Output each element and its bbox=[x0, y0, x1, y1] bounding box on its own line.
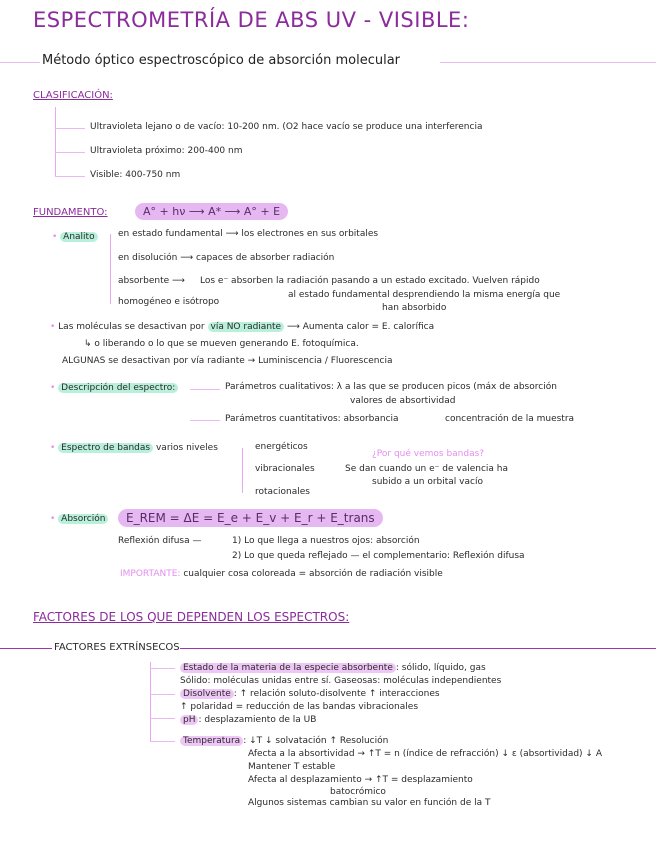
list-item bbox=[180, 676, 501, 686]
list-item: absorbente ⟶ bbox=[118, 276, 185, 286]
bullet-text: ↳ o liberando o lo que se mueven generando E. fotoquímica. bbox=[84, 339, 359, 349]
note-line: subido a un orbital vacío bbox=[372, 477, 483, 487]
list-item: valores de absortividad bbox=[350, 396, 456, 406]
factor-label: Estado de la materia de la especie absorbente bbox=[180, 663, 396, 673]
espectro-text: varios niveles bbox=[155, 443, 218, 453]
analito-label: Analito bbox=[60, 232, 97, 242]
descripcion-label: Descripción del espectro: bbox=[58, 383, 178, 393]
factor-text: Mantener T estable bbox=[248, 762, 336, 772]
fundamento-equation: A° + hν ⟶ A* ⟶ A° + E bbox=[135, 203, 288, 220]
list-item bbox=[248, 775, 473, 785]
list-item: en disolución ⟶ capaces de absorber radiación bbox=[118, 253, 335, 263]
list-item: en estado fundamental ⟶ los electrones en sus orbitales bbox=[118, 229, 379, 239]
factor-text: : desplazamiento de la UB bbox=[198, 715, 317, 725]
list-item: Visible: 400-750 nm bbox=[90, 170, 181, 180]
list-item: homogéneo e isótropo bbox=[118, 297, 220, 307]
list-item: concentración de la muestra bbox=[445, 414, 575, 424]
list-item bbox=[180, 715, 316, 725]
absorcion-equation: E_REM = ΔE = E_e + E_v + E_r + E_trans bbox=[118, 509, 383, 527]
factor-label: Temperatura bbox=[180, 736, 243, 746]
list-item bbox=[248, 798, 490, 808]
factor-text: ↑ polaridad = reducción de las bandas vibracionales bbox=[180, 702, 419, 712]
list-item: Parámetros cuantitativos: absorbancia bbox=[225, 414, 399, 424]
fundamento-heading: FUNDAMENTO: bbox=[33, 207, 108, 218]
factor-text: Algunos sistemas cambian su valor en función de la T bbox=[248, 798, 491, 808]
factor-text: Afecta al desplazamiento → ↑T = desplazamiento bbox=[248, 775, 473, 785]
important-label: IMPORTANTE: bbox=[120, 569, 181, 579]
factores-heading: FACTORES DE LOS QUE DEPENDEN LOS ESPECTROS: bbox=[33, 610, 350, 624]
important-text: cualquier cosa coloreada = absorción de radiación visible bbox=[183, 569, 443, 579]
list-item: Ultravioleta próximo: 200-400 nm bbox=[90, 146, 243, 156]
espectro-label: Espectro de bandas bbox=[58, 443, 153, 453]
list-item bbox=[180, 663, 486, 673]
factor-text: batocrómico bbox=[330, 787, 386, 797]
bullet-text: Las moléculas se desactivan por vía NO radiante ⟶ Aumenta calor = E. calorífica bbox=[58, 322, 435, 332]
subtitle: Método óptico espectroscópico de absorción molecular bbox=[42, 53, 401, 68]
note-line: Se dan cuando un e⁻ de valencia ha bbox=[345, 464, 509, 474]
espectro-question: ¿Por qué vemos bandas? bbox=[372, 449, 485, 459]
factor-text: Sólido: moléculas unidas entre sí. Gaseosas: moléculas independientes bbox=[180, 676, 502, 686]
list-item: energéticos bbox=[255, 442, 308, 452]
absorcion-label: Absorción bbox=[58, 514, 108, 524]
note-line: al estado fundamental desprendiendo la misma energía que bbox=[288, 290, 561, 300]
factor-text: : sólido, líquido, gas bbox=[395, 663, 486, 673]
note-line: 2) Lo que queda reflejado — el complementario: Reflexión difusa bbox=[232, 551, 525, 561]
list-item: Parámetros cualitativos: λ a las que se producen picos (máx de absorción bbox=[225, 382, 557, 392]
list-item bbox=[180, 736, 388, 746]
list-item bbox=[330, 787, 386, 797]
note-line: 1) Lo que llega a nuestros ojos: absorción bbox=[232, 536, 420, 546]
factor-label: pH bbox=[180, 715, 198, 725]
factores-subheading: FACTORES EXTRÍNSECOS bbox=[54, 642, 180, 653]
list-item bbox=[180, 689, 440, 699]
reflexion-label: Reflexión difusa — bbox=[118, 536, 202, 546]
list-item bbox=[180, 702, 418, 712]
list-item: rotacionales bbox=[255, 487, 310, 497]
list-item: Ultravioleta lejano o de vacío: 10-200 nm. (O2 hace vacío se produce una interferencia bbox=[90, 122, 483, 132]
page-title: ESPECTROMETRÍA DE ABS UV - VISIBLE: bbox=[33, 8, 470, 32]
factor-text: : ↓T ↓ solvatación ↑ Resolución bbox=[243, 736, 389, 746]
note-line: han absorbido bbox=[382, 303, 447, 313]
notes-page: ESPECTROMETRÍA DE ABS UV - VISIBLE: Método óptico espectroscópico de absorción molecular CLASIFICACIÓN: Ultravioleta lejano o de vacío: 10-200 nm. (O2 hace vacío se produce una interferencia Ultravioleta próximo: 200-400 nm Visible: 400-750 nm FUNDAMENTO: A° + hν ⟶ A* ⟶ A° + E • Analito en estado fundamental ⟶ los electrones en sus orbitales en disolución ⟶ capaces de absorber radiación absorbente ⟶ homogéneo e isótropo Los e⁻ absorben la radiación pasando a un estado excitado. Vuelven rápido al estado fundamental desprendiendo la misma energía que han absorbido • Las moléculas se desactivan por vía NO radiante ⟶ Aumenta calor = E. calorífica ↳ o liberando o lo que se mueven generando E. fotoquímica. ALGUNAS se desactivan por vía radiante → Luminiscencia / Fluorescencia • Descripción del espectro: Parámetros cualitativos: λ a las que se producen picos (máx de absorción valores de absortividad Parámetros cuantitativos: absorbancia concentración de la muestra • Espectro de bandas varios niveles energéticos vibracionales rotacionales ¿Por qué vemos bandas? Se dan cuando un e⁻ de valencia ha subido a un orbital vacío • Absorción E_REM = ΔE = E_e + E_v + E_r + E_trans Reflexión difusa — 1) Lo que llega a nuestros ojos: absorción 2) Lo que queda reflejado — el complementario: Reflexión difusa IMPORTANTE: cualquier cosa coloreada = absorción de radiación visible FACTORES DE LOS QUE DEPENDEN LOS ESPECTROS: FACTORES EXTRÍNSECOS Estado de la materia de la especie absorbente : sólido, líquido, gas Sólido: moléculas unidas entre sí. Gaseosas: moléculas independientes Disolvente : ↑ relación soluto-disolvente ↑ interacciones ↑ polaridad = reducción de las bandas vibracionales pH : desplazamiento de la UB Temperatura : ↓T ↓ solvatación ↑ Resolución Afecta a la absortividad → ↑T = n (índice de refracción) ↓ ε (absortividad) ↓ A Mantener T estable Afecta al desplazamiento → ↑T = desplazamiento batocrómico Algunos sistemas cambian su valor en función de la T bbox=[0, 0, 656, 848]
list-item: vibracionales bbox=[255, 464, 315, 474]
factor-text: : ↑ relación soluto-disolvente ↑ interacciones bbox=[233, 689, 440, 699]
factor-label: Disolvente bbox=[180, 689, 234, 699]
bullet-text: ALGUNAS se desactivan por vía radiante → Luminiscencia / Fluorescencia bbox=[62, 356, 393, 366]
note-line: Los e⁻ absorben la radiación pasando a un estado excitado. Vuelven rápido bbox=[200, 276, 540, 286]
factor-text: Afecta a la absortividad → ↑T = n (índice de refracción) ↓ ε (absortividad) ↓ A bbox=[248, 749, 602, 759]
list-item bbox=[248, 762, 335, 772]
highlight: vía NO radiante bbox=[208, 322, 285, 332]
list-item bbox=[248, 749, 602, 759]
clasificacion-heading: CLASIFICACIÓN: bbox=[33, 90, 113, 101]
